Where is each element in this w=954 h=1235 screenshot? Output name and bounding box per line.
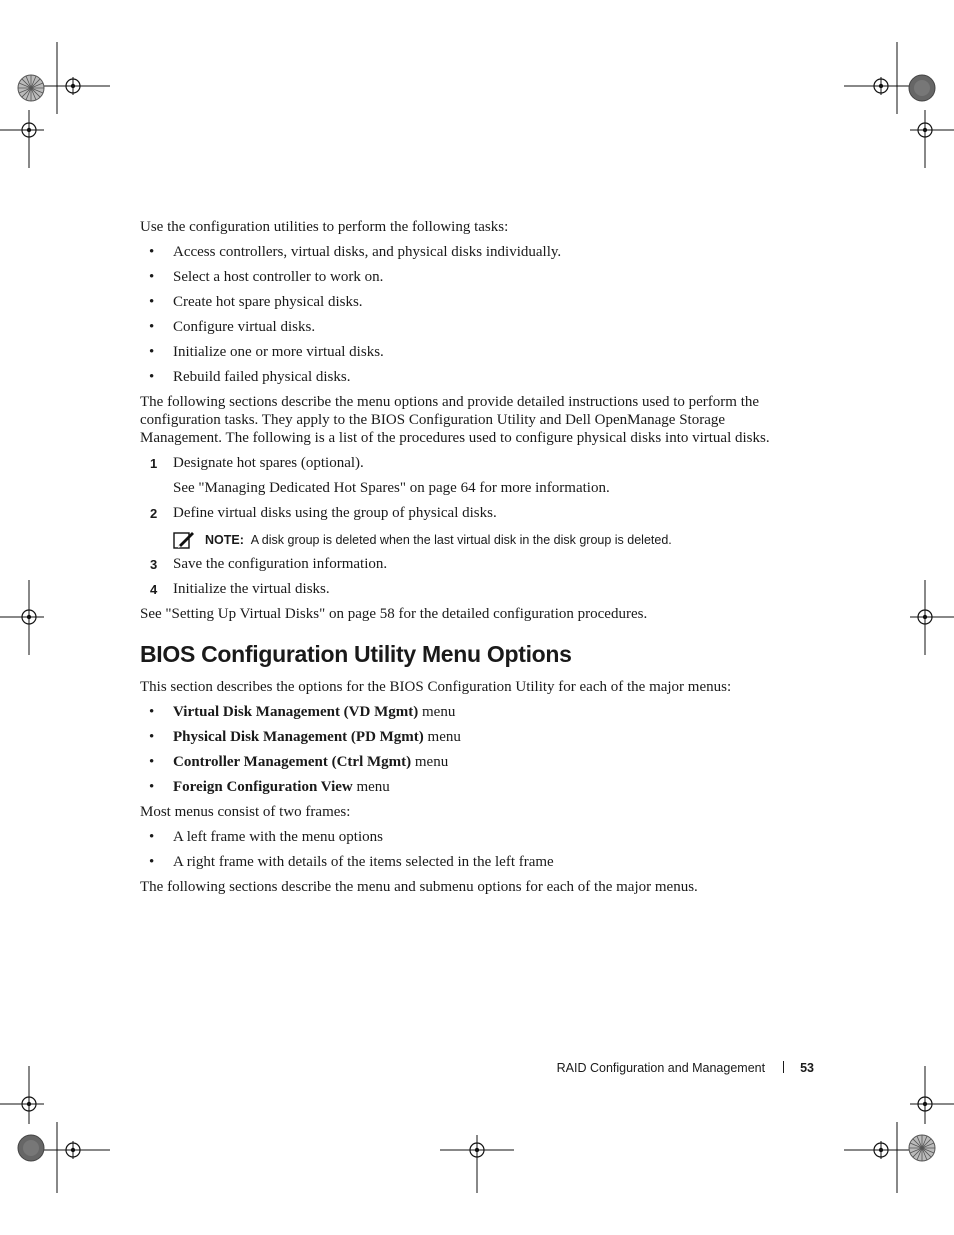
list-item [140,778,800,796]
frames-intro-paragraph: Most menus consist of two frames: [140,804,351,820]
note-pencil-icon [173,530,195,550]
step-item [140,580,800,598]
step-text: Save the configuration information. [173,556,388,572]
frames-list [140,828,800,871]
step-number: 2 [150,506,158,521]
menu-list [140,703,800,796]
procedure-steps [140,454,800,598]
list-item: • Create hot spare physical disks. [140,293,800,311]
list-item: • A left frame with the menu options [140,828,800,846]
sections-paragraph: The following sections describe the menu options and provide detailed instructions used to perform the configuration tasks. They apply to the BIOS Configuration Utility and Dell OpenManage Storage Management. The following is a list of the procedures used to configure physical disks into virtual disks. [140,394,770,446]
heading-intro-paragraph: This section describes the options for the BIOS Configuration Utility for each of the major menus: [140,679,732,695]
menu-suffix: menu [418,704,456,720]
step-item [140,454,800,497]
menu-name: Virtual Disk Management (VD Mgmt) [173,704,419,720]
note-callout [173,532,800,548]
section-heading: BIOS Configuration Utility Menu Options [140,641,572,667]
note-text: A disk group is deleted when the last virtual disk in the disk group is deleted. [250,533,672,547]
list-item [140,753,800,771]
page-footer [557,1061,814,1075]
intro-paragraph: Use the configuration utilities to perform the following tasks: [140,219,509,235]
step-number: 4 [150,582,158,597]
list-item: • Select a host controller to work on. [140,268,800,286]
menu-name: Controller Management (Ctrl Mgmt) [173,754,412,770]
footer-divider [783,1061,784,1073]
closing-paragraph: The following sections describe the menu and submenu options for each of the major menus. [140,879,698,895]
list-item: • Initialize one or more virtual disks. [140,343,800,361]
page-number: 53 [800,1061,814,1075]
list-item: • Configure virtual disks. [140,318,800,336]
step-number: 1 [150,456,158,471]
setup-cross-reference: See "Setting Up Virtual Disks" on page 58 for the detailed configuration procedures. [140,606,648,622]
list-item [140,703,800,721]
step-item [140,504,800,548]
list-item: • Access controllers, virtual disks, and physical disks individually. [140,243,800,261]
step-text: Initialize the virtual disks. [173,581,330,597]
menu-name: Foreign Configuration View [173,779,353,795]
list-item: • A right frame with details of the items selected in the left frame [140,853,800,871]
list-item [140,728,800,746]
page-body [140,218,800,903]
task-list [140,243,800,386]
menu-suffix: menu [411,754,449,770]
menu-name: Physical Disk Management (PD Mgmt) [173,729,424,745]
step-text: Define virtual disks using the group of physical disks. [173,505,497,521]
step-number: 3 [150,557,158,572]
footer-section-title: RAID Configuration and Management [556,1061,766,1075]
note-label: NOTE: [205,533,244,547]
list-item: • Rebuild failed physical disks. [140,368,800,386]
step-item [140,555,800,573]
menu-suffix: menu [352,779,390,795]
step-cross-reference: See "Managing Dedicated Hot Spares" on page 64 for more information. [173,480,610,496]
step-text: Designate hot spares (optional). [173,455,364,471]
menu-suffix: menu [423,729,461,745]
